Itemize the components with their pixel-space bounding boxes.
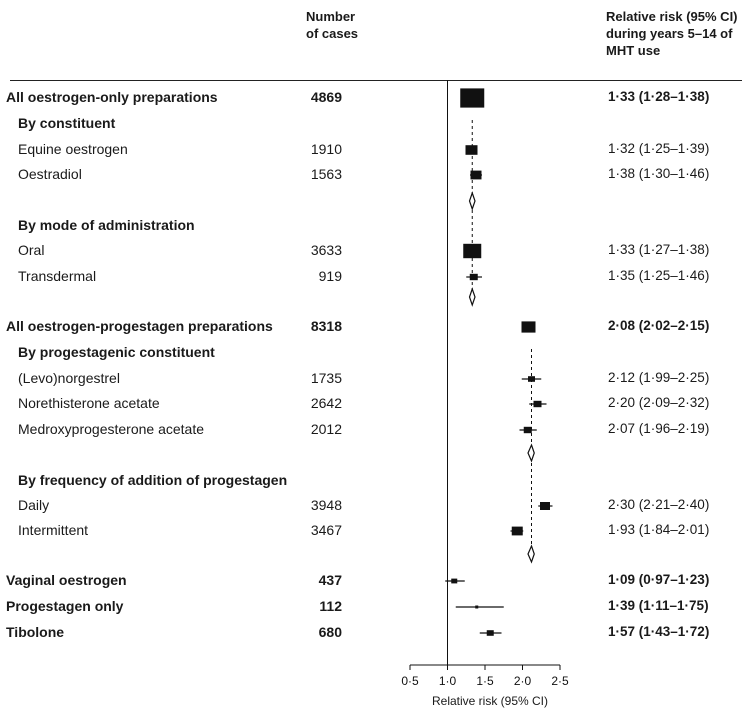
row-relative-risk-text: 1·33 (1·28–1·38) bbox=[608, 89, 710, 104]
row-label: Oestradiol bbox=[18, 166, 82, 182]
row-label: Tibolone bbox=[6, 624, 65, 640]
row-label: Daily bbox=[18, 497, 50, 513]
row-cases: 680 bbox=[318, 624, 342, 640]
row-label: Norethisterone acetate bbox=[18, 395, 160, 411]
row-label: Medroxyprogesterone acetate bbox=[18, 421, 204, 437]
header-rr-line-2: during years 5–14 of bbox=[606, 26, 733, 41]
row-relative-risk-text: 2·07 (1·96–2·19) bbox=[608, 421, 710, 436]
row-cases: 4869 bbox=[310, 89, 342, 105]
x-tick-label: 1·5 bbox=[476, 674, 494, 688]
row-relative-risk-text: 2·20 (2·09–2·32) bbox=[608, 395, 710, 410]
row-label: All oestrogen-only preparations bbox=[6, 89, 218, 105]
x-axis-label: Relative risk (95% CI) bbox=[431, 694, 549, 708]
row-cases: 8318 bbox=[310, 318, 342, 334]
x-tick-label: 2·5 bbox=[551, 674, 569, 688]
row-relative-risk-text: 2·30 (2·21–2·40) bbox=[608, 497, 710, 512]
row-cases: 3467 bbox=[310, 522, 342, 538]
row-label: Progestagen only bbox=[6, 598, 124, 614]
row-relative-risk-text: 1·39 (1·11–1·75) bbox=[608, 598, 709, 613]
row-label: Vaginal oestrogen bbox=[6, 572, 127, 588]
row-cases: 3948 bbox=[310, 497, 342, 513]
row-label: All oestrogen-progestagen preparations bbox=[6, 318, 273, 334]
row-relative-risk-text: 1·38 (1·30–1·46) bbox=[608, 166, 710, 181]
row-label: By constituent bbox=[18, 115, 116, 131]
header-cases-line-1: Number bbox=[306, 9, 356, 24]
row-label: By progestagenic constituent bbox=[18, 344, 215, 360]
row-relative-risk-text: 1·33 (1·27–1·38) bbox=[608, 242, 710, 257]
row-relative-risk-text: 1·32 (1·25–1·39) bbox=[608, 141, 710, 156]
header-rr-line-3: MHT use bbox=[606, 43, 661, 58]
row-relative-risk-text: 1·57 (1·43–1·72) bbox=[608, 624, 710, 639]
row-label: Oral bbox=[18, 242, 45, 258]
row-cases: 1910 bbox=[310, 141, 342, 157]
row-relative-risk-text: 1·35 (1·25–1·46) bbox=[608, 268, 710, 283]
row-cases: 3633 bbox=[310, 242, 342, 258]
row-label: Transdermal bbox=[18, 268, 97, 284]
row-cases: 112 bbox=[319, 598, 342, 614]
row-label: (Levo)norgestrel bbox=[18, 370, 120, 386]
x-tick-label: 1·0 bbox=[438, 674, 457, 688]
row-label: By mode of administration bbox=[18, 217, 195, 233]
row-cases: 919 bbox=[318, 268, 342, 284]
row-cases: 1563 bbox=[310, 166, 342, 182]
row-cases: 437 bbox=[318, 572, 342, 588]
header-cases-line-2: of cases bbox=[306, 26, 359, 41]
x-tick-label: 2·0 bbox=[513, 674, 532, 688]
x-tick-label: 0·5 bbox=[401, 674, 419, 688]
row-relative-risk-text: 1·09 (0·97–1·23) bbox=[608, 572, 710, 587]
row-cases: 2012 bbox=[310, 421, 342, 437]
row-relative-risk-text: 2·12 (1·99–2·25) bbox=[608, 370, 710, 385]
row-label: By frequency of addition of progestagen bbox=[18, 472, 288, 488]
row-cases: 2642 bbox=[310, 395, 342, 411]
row-label: Equine oestrogen bbox=[18, 141, 128, 157]
row-relative-risk-text: 1·93 (1·84–2·01) bbox=[608, 522, 710, 537]
row-label: Intermittent bbox=[18, 522, 89, 538]
header-rr-line-1: Relative risk (95% CI) bbox=[606, 9, 738, 24]
row-relative-risk-text: 2·08 (2·02–2·15) bbox=[608, 318, 710, 333]
row-cases: 1735 bbox=[310, 370, 342, 386]
